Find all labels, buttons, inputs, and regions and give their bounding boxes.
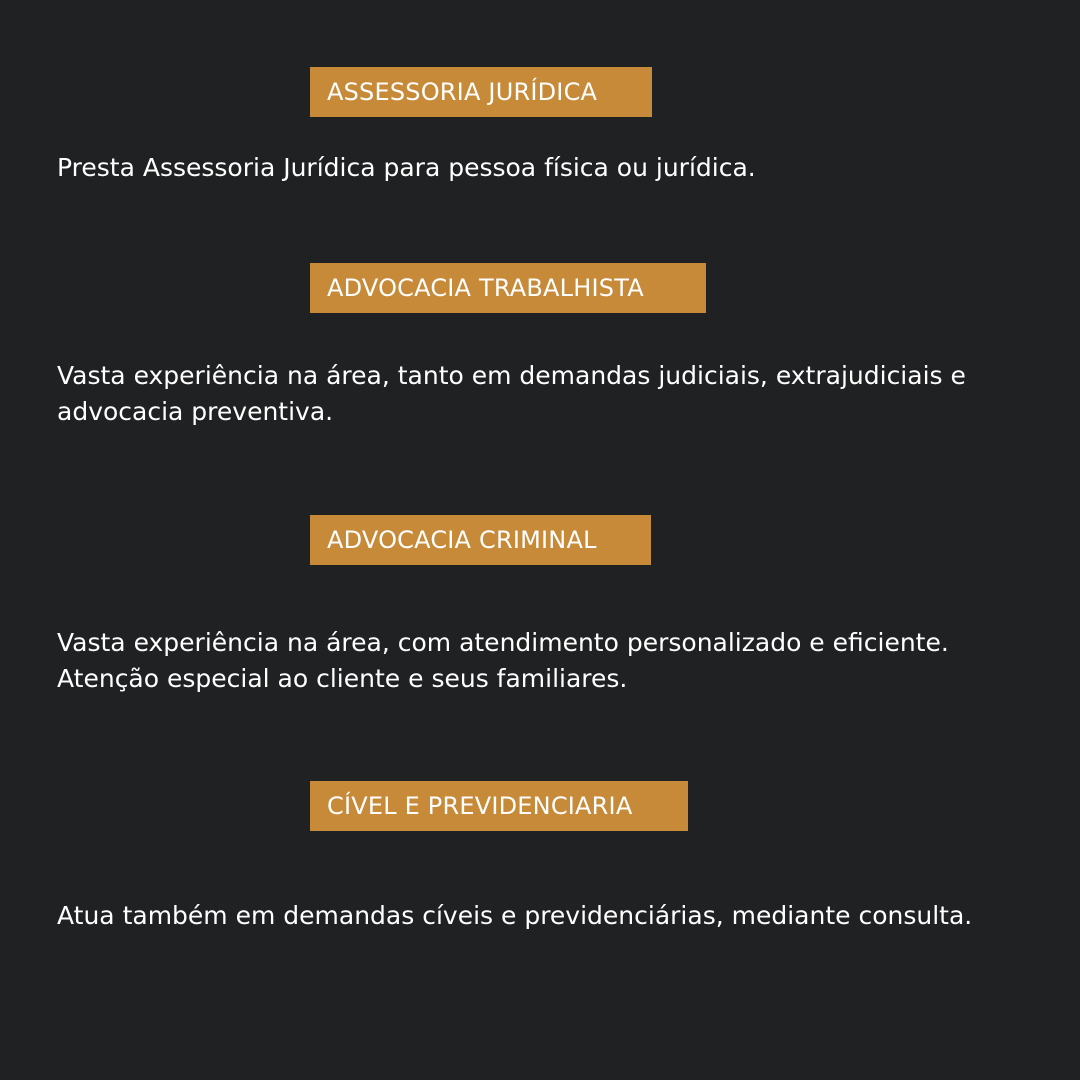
service-title-advocacia-trabalhista: ADVOCACIA TRABALHISTA bbox=[310, 263, 706, 313]
service-description-advocacia-criminal: Vasta experiência na área, com atendimento personalizado e eficiente. Atenção especial ao cliente e seus familiares. bbox=[57, 628, 949, 693]
service-description-assessoria-juridica: Presta Assessoria Jurídica para pessoa física ou jurídica. bbox=[57, 153, 756, 182]
service-description-advocacia-trabalhista: Vasta experiência na área, tanto em demandas judiciais, extrajudiciais e advocacia preventiva. bbox=[57, 361, 966, 426]
service-title-civel-previdenciaria: CÍVEL E PREVIDENCIARIA bbox=[310, 781, 688, 831]
service-title-assessoria-juridica: ASSESSORIA JURÍDICA bbox=[310, 67, 652, 117]
service-description-civel-previdenciaria: Atua também em demandas cíveis e previdenciárias, mediante consulta. bbox=[57, 901, 973, 930]
service-title-advocacia-criminal: ADVOCACIA CRIMINAL bbox=[310, 515, 651, 565]
